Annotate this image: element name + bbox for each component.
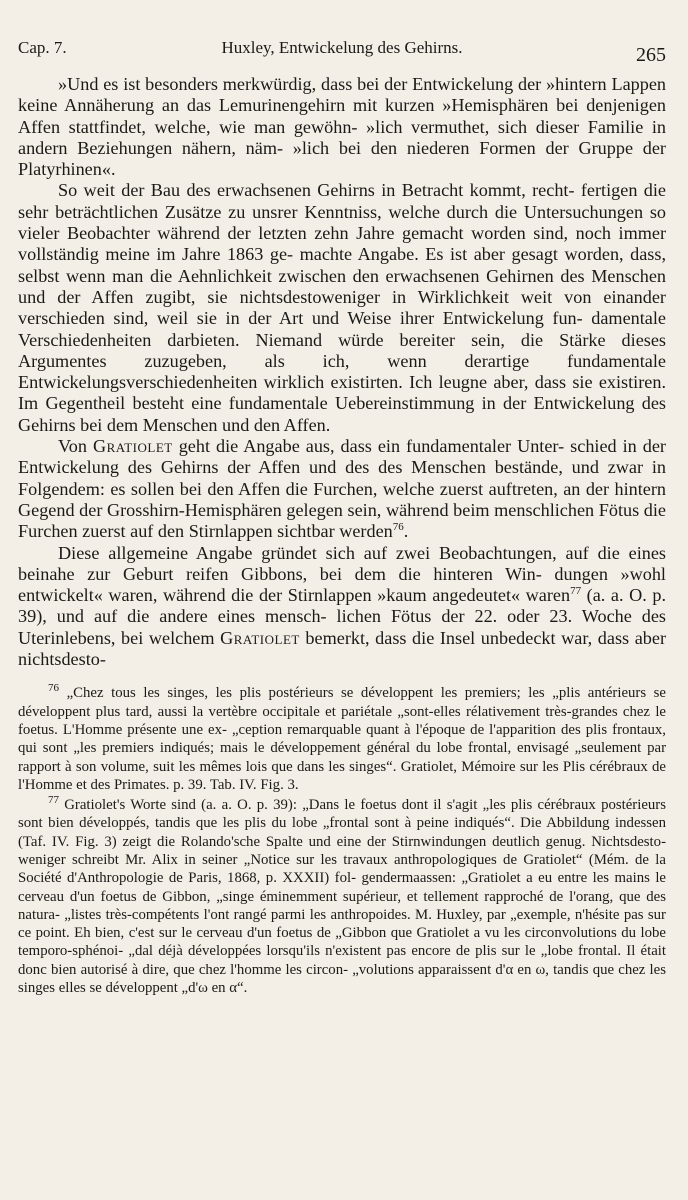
page-number: 265 — [636, 44, 666, 66]
running-title: Huxley, Entwickelung des Gehirns. — [221, 38, 463, 57]
paragraph-adult-brain: So weit der Bau des erwachsenen Gehirns in Betracht kommt, recht- fertigen die sehr beträchtlichen Zusätze zu unsrer Kenntniss, welche durch die Untersuchungen so vieler Beobachter während der letzten zehn Jahre gemacht worden sind, noch immer vollständig meine im Jahre 1863 ge- machte Angabe. Es ist aber gesagt worden, dass, selbst wenn man die Aehnlichkeit zwischen den erwachsenen Gehirnen des Menschen und der Affen zugibt, sie nichtsdestoweniger in Wirklichkeit weit von einander verschieden sind, weil sie in der Art und Weise ihrer Entwickelung fun- damentale Verschiedenheiten darbieten. Niemand würde bereiter sein, die Stärke dieses Argumentes zuzugeben, als ich, wenn derartige fundamentale Entwickelungsverschiedenheiten wirklich existirten. Ich leugne aber, dass sie existiren. Im Gegentheil besteht eine fundamentale Uebereinstimmung in der Entwickelung des Gehirns bei dem Menschen und den Affen. — [18, 180, 666, 435]
paragraph-observations — [18, 543, 666, 671]
footnote-number: 76 — [48, 682, 59, 695]
text-run: geht die Angabe aus, dass ein fundamentaler Unter- schied in der Entwickelung des Gehirns der Affen und des des Menschen bestände, und zwar in Folgendem: es sollen bei den Affen die Furchen, welche zuerst auftreten, an der hintern Gegend der Grosshirn-Hemisphären gelegen sein, während beim menschlichen Fötus die Furchen zuerst auf den Stirnlappen sichtbar werden — [18, 436, 666, 542]
paragraph-quote: »Und es ist besonders merkwürdig, dass bei der Entwickelung der »hintern Lappen keine Annäherung an das Lemurinengehirn mit kurzen »Hemisphären bei denjenigen Affen stattfindet, welche, wie man gewöhn- »lich vermuthet, sich dieser Familie in andern Beziehungen nähern, näm- »lich bei den niederen Formen der Gruppe der Platyrhinen«. — [18, 74, 666, 180]
text-run: (a. a. O. p. 39), und auf die andere eines mensch- lichen Fötus der 22. oder 23. Woche des Uterinlebens, bei welchem — [18, 585, 666, 648]
author-name: Gratiolet — [220, 627, 300, 648]
text-run: . — [403, 521, 409, 542]
paragraph-gratiolet — [18, 436, 666, 542]
text-run: Von — [58, 436, 93, 457]
chapter-label: Cap. 7. — [18, 38, 67, 57]
footnote-ref: 77 — [570, 585, 582, 598]
text-run: Diese allgemeine Angabe gründet sich auf zwei Beobachtungen, auf die eines beinahe zur Geburt reifen Gibbons, bei dem die hinteren Win- dungen »wohl entwickelt« waren, während die der Stirnlappen »kaum angedeutet« waren — [18, 542, 666, 606]
footnote-text: Gratiolet's Worte sind (a. a. O. p. 39): „Dans le foetus dont il s'agit „les plis cérébraux postérieurs sont bien développés, tandis que les plis du lobe „frontal sont à peine indiqués“. Die Abbildung indessen (Taf. IV. Fig. 3) zeigt die Rolando'sche Spalte und eine der Stirnwindungen deutlich genug. Nichtsdesto- weniger schreibt Mr. Alix in seiner „Notice sur les travaux anthropologiques de Gratiolet“ (Mém. de la Société d'Anthropologie de Paris, 1868, p. XXXII) fol- gendermaassen: „Gratiolet a eu entre les mains le cerveau d'un foetus de Gibbon, „singe éminemment supérieur, et tellement rapproché de l'orang, que des natura- „listes très-compétents l'ont rangé parmi les anthropoides. M. Huxley, par „exemple, n'hésite pas sur ce point. Eh bien, c'est sur le cerveau d'un foetus de „Gibbon que Gratiolet a vu les circonvolutions du lobe temporo-sphénoi- „dal déjà développées lorsqu'ils n'existent pas encore de plis sur le „lobe frontal. Il était donc bien autorisé à dire, que chez l'homme les circon- „volutions apparaissent d'α en ω, tandis que chez les singes elles se développent „d'ω en α“. — [18, 797, 666, 997]
footnote-76 — [18, 684, 666, 794]
footnotes — [18, 684, 666, 997]
author-name: Gratiolet — [92, 436, 173, 457]
footnote-77 — [18, 796, 666, 997]
main-text — [18, 74, 666, 670]
footnote-text: „Chez tous les singes, les plis postérieurs se développent les premiers; les „plis antérieurs se développent plus tard, aussi la vertèbre occipitale et pariétale „sont-elles rélativement très-grandes chez le foetus. L'Homme présente une ex- „ception remarquable quant à l'époque de l'apparition des plis frontaux, qui sont „les premiers indiqués; mais le développement général du lobe frontal, envisagé „seulement par rapport à son volume, suit les mêmes lois que dans les singes“. Gratiolet, Mémoire sur les Plis cérébraux de l'Homme et des Primates. p. 39. Tab. IV. Fig. 3. — [18, 685, 666, 793]
footnote-number: 77 — [48, 794, 59, 807]
footnote-ref: 76 — [392, 521, 404, 534]
running-header — [18, 34, 666, 74]
text-run: bemerkt, dass die Insel unbedeckt war, dass aber nichtsdesto- — [18, 627, 666, 670]
